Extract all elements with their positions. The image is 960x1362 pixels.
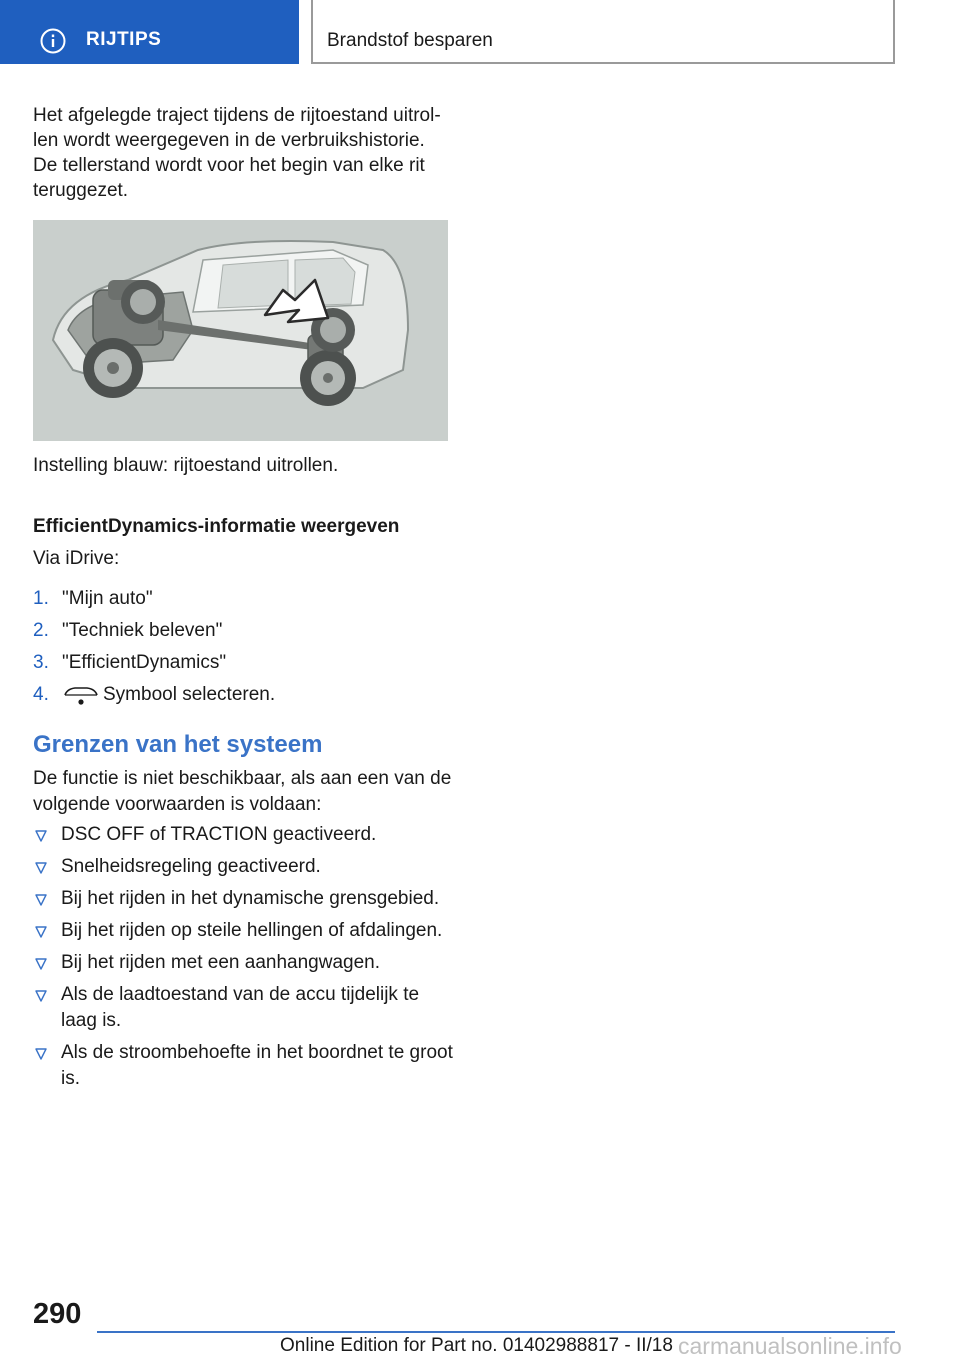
list-item [33,1040,453,1092]
watermark: carmanualsonline.info [678,1333,902,1359]
list-item [33,822,453,848]
chapter-title-box [311,0,895,64]
steps-list [33,586,449,714]
figure-caption: Instelling blauw: rijtoestand uitrollen. [33,455,339,476]
list-item [33,618,449,650]
bullet-triangle-icon [35,990,47,1002]
intro-line: len wordt weergegeven in de verbruikshistorie. [33,130,425,151]
section-tab [0,0,299,64]
step-number: 2. [33,620,49,641]
footer-edition: Online Edition for Part no. 01402988817 - II/18 [280,1335,673,1356]
limit-text: Bij het rijden in het dynamische grensgebied. [61,888,440,909]
step-number: 4. [33,684,49,705]
bullet-triangle-icon [35,894,47,906]
info-icon [40,28,66,54]
limits-list [33,822,453,1098]
chapter-title: Brandstof besparen [327,30,493,51]
car-drivetrain-illustration [33,220,448,441]
list-item [33,886,453,912]
limit-text: DSC OFF of TRACTION geactiveerd. [61,824,377,845]
list-item [33,586,449,618]
bullet-triangle-icon [35,958,47,970]
intro-line: De tellerstand wordt voor het begin van elke rit [33,155,425,176]
list-item [33,682,449,714]
list-item [33,650,449,682]
limit-text: Als de laadtoestand van de accu tijdelijk te laag is. [61,984,420,1031]
step-text: "Mijn auto" [62,588,153,609]
bullet-triangle-icon [35,926,47,938]
step-text: "EfficientDynamics" [62,652,227,673]
list-item [33,918,453,944]
limits-intro: De functie is niet beschikbaar, als aan een van de volgende voorwaarden is voldaan: [33,768,452,815]
limits-heading: Grenzen van het systeem [33,731,323,758]
intro-line: teruggezet. [33,180,129,201]
step-text: Symbool selecteren. [103,684,276,705]
efficientdynamics-heading: EfficientDynamics-informatie weergeven [33,516,400,537]
section-label: RIJTIPS [86,29,162,50]
bullet-triangle-icon [35,830,47,842]
intro-paragraph [33,103,449,203]
limit-text: Als de stroombehoefte in het boordnet te groot is. [61,1042,453,1089]
step-text: "Techniek beleven" [62,620,223,641]
bullet-triangle-icon [35,1048,47,1060]
intro-line: Het afgelegde traject tijdens de rijtoestand uitrol‐ [33,105,441,126]
limit-text: Snelheidsregeling geactiveerd. [61,856,321,877]
via-idrive-label: Via iDrive: [33,548,120,569]
limit-text: Bij het rijden op steile hellingen of afdalingen. [61,920,443,941]
step-number: 3. [33,652,49,673]
car-drivetrain-drawing [33,220,448,441]
page-number: 290 [33,1298,82,1330]
list-item [33,950,453,976]
step-number: 1. [33,588,49,609]
limit-text: Bij het rijden met een aanhangwagen. [61,952,381,973]
list-item [33,982,453,1034]
car-coasting-icon [63,682,99,706]
list-item [33,854,453,880]
bullet-triangle-icon [35,862,47,874]
